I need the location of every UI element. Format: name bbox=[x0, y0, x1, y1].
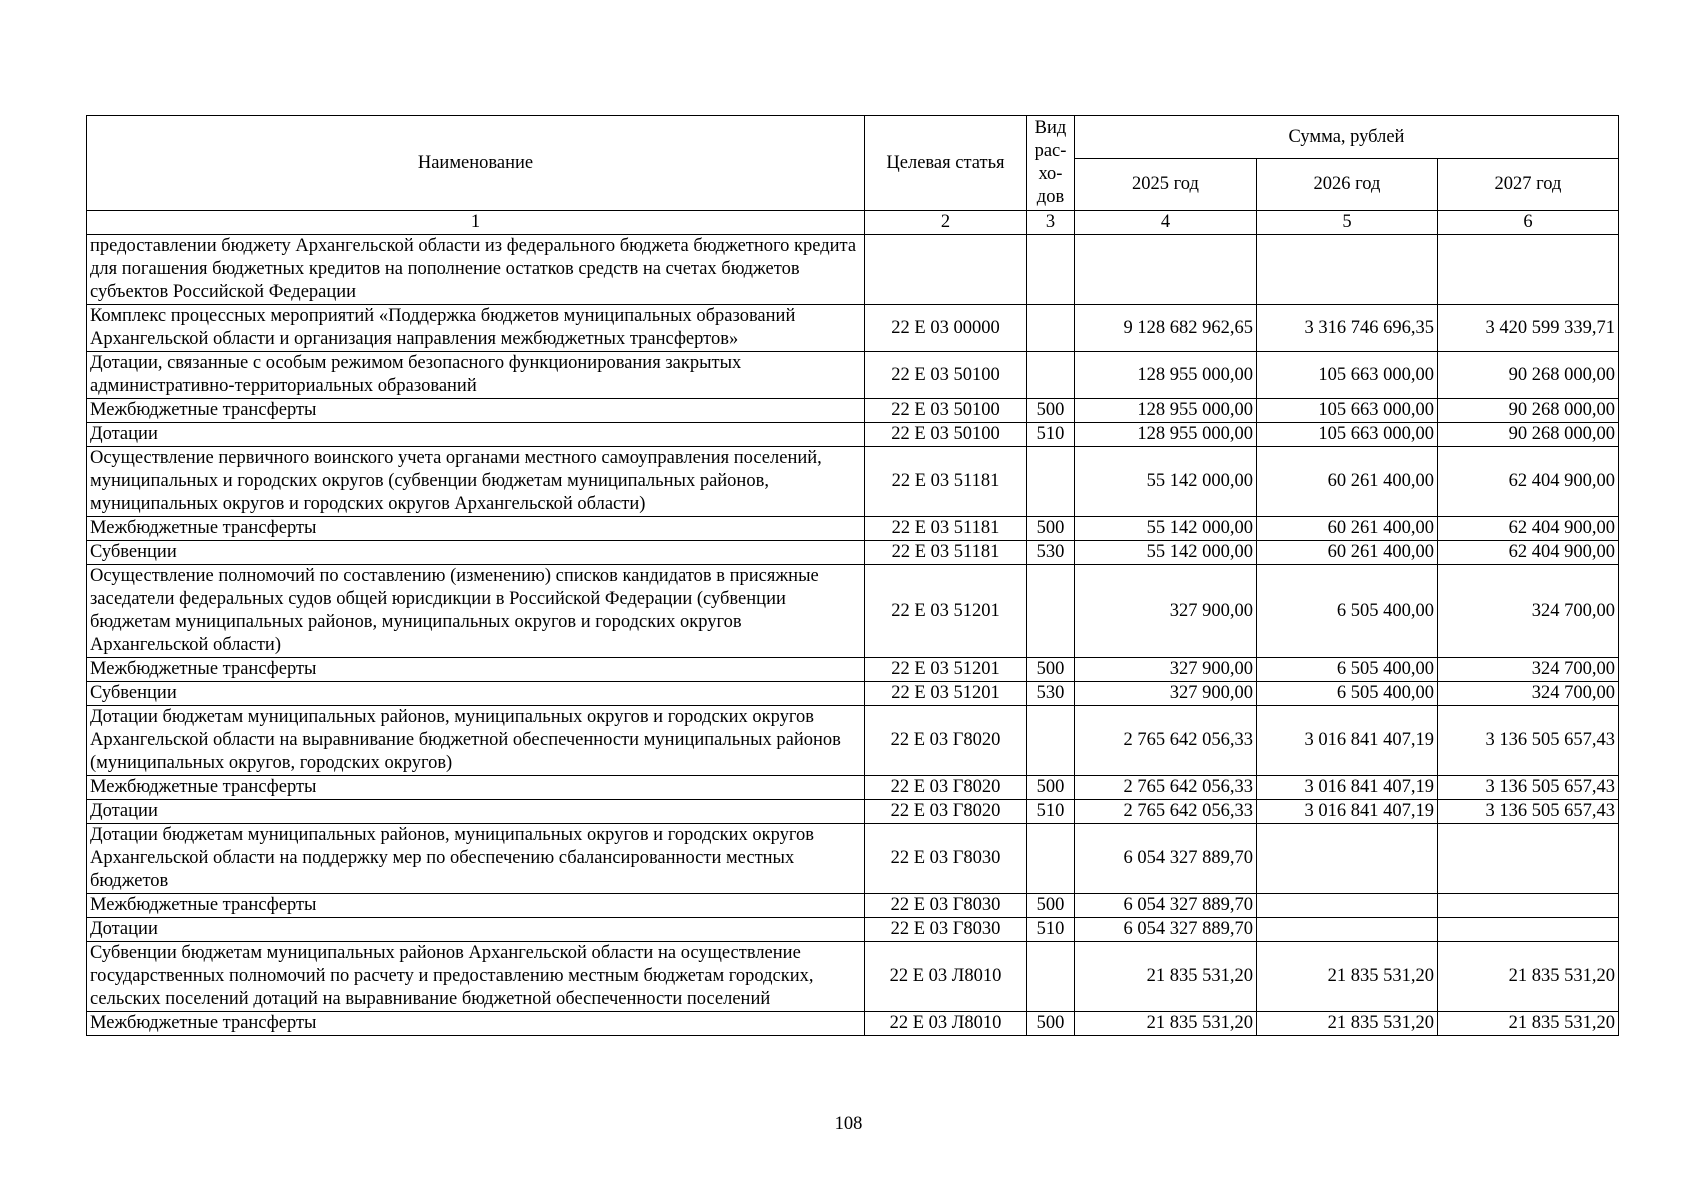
row-target-article: 22 Е 03 51181 bbox=[865, 517, 1027, 541]
row-target-article: 22 Е 03 Г8030 bbox=[865, 824, 1027, 894]
row-target-article: 22 Е 03 00000 bbox=[865, 305, 1027, 352]
row-amount-2026 bbox=[1257, 235, 1438, 305]
row-name: Субвенции bbox=[87, 682, 865, 706]
header-year-2027: 2027 год bbox=[1438, 159, 1619, 211]
row-name: Межбюджетные трансферты bbox=[87, 1012, 865, 1036]
row-name: Осуществление полномочий по составлению (изменению) списков кандидатов в присяжные заседатели федеральных судов общей юрисдикции в Российской Федерации (субвенции бюджетам муниципальных районов, муниципальных округов и городских округов Архангельской области) bbox=[87, 565, 865, 658]
row-amount-2025: 2 765 642 056,33 bbox=[1075, 800, 1257, 824]
table-row bbox=[87, 682, 1619, 706]
row-expense-type bbox=[1027, 447, 1075, 517]
row-amount-2027: 90 268 000,00 bbox=[1438, 399, 1619, 423]
row-amount-2027: 90 268 000,00 bbox=[1438, 352, 1619, 399]
row-amount-2026 bbox=[1257, 894, 1438, 918]
row-amount-2026: 6 505 400,00 bbox=[1257, 682, 1438, 706]
column-number: 3 bbox=[1027, 211, 1075, 235]
table-row bbox=[87, 706, 1619, 776]
header-expense-type-line: Вид bbox=[1034, 118, 1067, 138]
row-amount-2025 bbox=[1075, 235, 1257, 305]
row-amount-2027: 324 700,00 bbox=[1438, 658, 1619, 682]
row-amount-2026: 105 663 000,00 bbox=[1257, 399, 1438, 423]
row-target-article: 22 Е 03 Г8030 bbox=[865, 894, 1027, 918]
row-amount-2027: 3 420 599 339,71 bbox=[1438, 305, 1619, 352]
header-expense-type bbox=[1027, 116, 1075, 211]
row-amount-2026: 21 835 531,20 bbox=[1257, 942, 1438, 1012]
row-expense-type: 510 bbox=[1027, 423, 1075, 447]
row-expense-type: 500 bbox=[1027, 894, 1075, 918]
row-name: Дотации бюджетам муниципальных районов, муниципальных округов и городских округов Архангельской области на поддержку мер по обеспечению сбалансированности местных бюджетов bbox=[87, 824, 865, 894]
table-row bbox=[87, 423, 1619, 447]
header-year-2026: 2026 год bbox=[1257, 159, 1438, 211]
row-amount-2026 bbox=[1257, 918, 1438, 942]
row-name: Осуществление первичного воинского учета органами местного самоуправления поселений, муниципальных и городских округов (субвенции бюджетам муниципальных районов, муниципальных округов и городских округов Архангельской области) bbox=[87, 447, 865, 517]
row-amount-2027: 3 136 505 657,43 bbox=[1438, 776, 1619, 800]
row-name: Дотации bbox=[87, 918, 865, 942]
row-target-article: 22 Е 03 51201 bbox=[865, 658, 1027, 682]
row-target-article: 22 Е 03 51201 bbox=[865, 565, 1027, 658]
header-year-2025: 2025 год bbox=[1075, 159, 1257, 211]
row-expense-type: 510 bbox=[1027, 918, 1075, 942]
row-amount-2026: 60 261 400,00 bbox=[1257, 541, 1438, 565]
row-name: Дотации bbox=[87, 423, 865, 447]
row-amount-2027: 62 404 900,00 bbox=[1438, 541, 1619, 565]
row-amount-2025: 21 835 531,20 bbox=[1075, 942, 1257, 1012]
row-amount-2025: 2 765 642 056,33 bbox=[1075, 706, 1257, 776]
row-expense-type bbox=[1027, 305, 1075, 352]
table-row bbox=[87, 447, 1619, 517]
row-amount-2026: 105 663 000,00 bbox=[1257, 352, 1438, 399]
row-amount-2025: 327 900,00 bbox=[1075, 565, 1257, 658]
row-expense-type: 500 bbox=[1027, 399, 1075, 423]
page-number: 108 bbox=[834, 1114, 863, 1134]
table-row bbox=[87, 800, 1619, 824]
row-amount-2027: 62 404 900,00 bbox=[1438, 447, 1619, 517]
row-amount-2027 bbox=[1438, 235, 1619, 305]
row-name: Межбюджетные трансферты bbox=[87, 658, 865, 682]
header-expense-type-line: дов bbox=[1036, 187, 1065, 207]
row-name: Комплекс процессных мероприятий «Поддержка бюджетов муниципальных образований Архангельской области и организация направления межбюджетных трансфертов» bbox=[87, 305, 865, 352]
row-amount-2027: 324 700,00 bbox=[1438, 682, 1619, 706]
table-row bbox=[87, 942, 1619, 1012]
table-row bbox=[87, 565, 1619, 658]
row-expense-type bbox=[1027, 565, 1075, 658]
row-amount-2026: 3 316 746 696,35 bbox=[1257, 305, 1438, 352]
table-row bbox=[87, 517, 1619, 541]
header-expense-type-line: хо- bbox=[1038, 164, 1063, 184]
row-amount-2027: 21 835 531,20 bbox=[1438, 1012, 1619, 1036]
row-name: предоставлении бюджету Архангельской области из федерального бюджета бюджетного кредита для погашения бюджетных кредитов на пополнение остатков средств на счетах бюджетов субъектов Российской Федерации bbox=[87, 235, 865, 305]
table-row bbox=[87, 894, 1619, 918]
row-amount-2025: 6 054 327 889,70 bbox=[1075, 824, 1257, 894]
table-row bbox=[87, 918, 1619, 942]
row-expense-type: 500 bbox=[1027, 1012, 1075, 1036]
row-expense-type bbox=[1027, 706, 1075, 776]
row-amount-2027: 3 136 505 657,43 bbox=[1438, 706, 1619, 776]
row-target-article: 22 Е 03 Г8020 bbox=[865, 706, 1027, 776]
row-name: Межбюджетные трансферты bbox=[87, 894, 865, 918]
row-amount-2026: 21 835 531,20 bbox=[1257, 1012, 1438, 1036]
budget-table bbox=[86, 115, 1619, 1036]
row-expense-type bbox=[1027, 942, 1075, 1012]
row-amount-2027: 21 835 531,20 bbox=[1438, 942, 1619, 1012]
row-expense-type: 500 bbox=[1027, 776, 1075, 800]
table-row bbox=[87, 824, 1619, 894]
row-amount-2025: 2 765 642 056,33 bbox=[1075, 776, 1257, 800]
row-amount-2025: 6 054 327 889,70 bbox=[1075, 918, 1257, 942]
row-amount-2025: 6 054 327 889,70 bbox=[1075, 894, 1257, 918]
row-amount-2025: 128 955 000,00 bbox=[1075, 423, 1257, 447]
row-amount-2026: 60 261 400,00 bbox=[1257, 517, 1438, 541]
row-name: Межбюджетные трансферты bbox=[87, 399, 865, 423]
row-amount-2026: 105 663 000,00 bbox=[1257, 423, 1438, 447]
row-amount-2026: 3 016 841 407,19 bbox=[1257, 706, 1438, 776]
row-amount-2025: 128 955 000,00 bbox=[1075, 399, 1257, 423]
row-expense-type: 530 bbox=[1027, 541, 1075, 565]
row-name: Межбюджетные трансферты bbox=[87, 776, 865, 800]
table-row bbox=[87, 541, 1619, 565]
table-row bbox=[87, 352, 1619, 399]
row-name: Дотации bbox=[87, 800, 865, 824]
row-amount-2025: 55 142 000,00 bbox=[1075, 517, 1257, 541]
row-amount-2027: 324 700,00 bbox=[1438, 565, 1619, 658]
row-amount-2026: 3 016 841 407,19 bbox=[1257, 800, 1438, 824]
table-row bbox=[87, 235, 1619, 305]
row-amount-2027 bbox=[1438, 918, 1619, 942]
header-name: Наименование bbox=[87, 116, 865, 211]
row-amount-2025: 55 142 000,00 bbox=[1075, 541, 1257, 565]
table-row bbox=[87, 776, 1619, 800]
table-row bbox=[87, 399, 1619, 423]
header-expense-type-line: рас- bbox=[1034, 141, 1067, 161]
row-amount-2026: 6 505 400,00 bbox=[1257, 658, 1438, 682]
row-amount-2026: 60 261 400,00 bbox=[1257, 447, 1438, 517]
row-target-article bbox=[865, 235, 1027, 305]
row-expense-type: 500 bbox=[1027, 658, 1075, 682]
row-amount-2027 bbox=[1438, 894, 1619, 918]
row-amount-2027: 3 136 505 657,43 bbox=[1438, 800, 1619, 824]
row-name: Дотации, связанные с особым режимом безопасного функционирования закрытых административно-территориальных образований bbox=[87, 352, 865, 399]
row-expense-type: 510 bbox=[1027, 800, 1075, 824]
row-amount-2026 bbox=[1257, 824, 1438, 894]
row-expense-type bbox=[1027, 352, 1075, 399]
header-target-article: Целевая статья bbox=[865, 116, 1027, 211]
table-row bbox=[87, 305, 1619, 352]
row-amount-2026: 3 016 841 407,19 bbox=[1257, 776, 1438, 800]
row-amount-2027: 62 404 900,00 bbox=[1438, 517, 1619, 541]
row-target-article: 22 Е 03 Л8010 bbox=[865, 1012, 1027, 1036]
row-expense-type bbox=[1027, 235, 1075, 305]
row-amount-2025: 55 142 000,00 bbox=[1075, 447, 1257, 517]
row-target-article: 22 Е 03 Г8020 bbox=[865, 776, 1027, 800]
row-amount-2027: 90 268 000,00 bbox=[1438, 423, 1619, 447]
column-number: 2 bbox=[865, 211, 1027, 235]
table-row bbox=[87, 658, 1619, 682]
header-sum: Сумма, рублей bbox=[1075, 116, 1619, 159]
row-expense-type: 500 bbox=[1027, 517, 1075, 541]
row-amount-2026: 6 505 400,00 bbox=[1257, 565, 1438, 658]
column-number: 5 bbox=[1257, 211, 1438, 235]
row-amount-2025: 21 835 531,20 bbox=[1075, 1012, 1257, 1036]
column-number: 6 bbox=[1438, 211, 1619, 235]
row-expense-type: 530 bbox=[1027, 682, 1075, 706]
row-amount-2025: 128 955 000,00 bbox=[1075, 352, 1257, 399]
row-target-article: 22 Е 03 50100 bbox=[865, 423, 1027, 447]
row-target-article: 22 Е 03 Г8020 bbox=[865, 800, 1027, 824]
row-amount-2025: 327 900,00 bbox=[1075, 682, 1257, 706]
row-name: Межбюджетные трансферты bbox=[87, 517, 865, 541]
column-number: 4 bbox=[1075, 211, 1257, 235]
row-name: Дотации бюджетам муниципальных районов, муниципальных округов и городских округов Архангельской области на выравнивание бюджетной обеспеченности муниципальных районов (муниципальных округов, городских округов) bbox=[87, 706, 865, 776]
row-name: Субвенции bbox=[87, 541, 865, 565]
row-target-article: 22 Е 03 Г8030 bbox=[865, 918, 1027, 942]
row-target-article: 22 Е 03 50100 bbox=[865, 352, 1027, 399]
row-target-article: 22 Е 03 51181 bbox=[865, 447, 1027, 517]
row-target-article: 22 Е 03 50100 bbox=[865, 399, 1027, 423]
row-amount-2027 bbox=[1438, 824, 1619, 894]
row-amount-2025: 9 128 682 962,65 bbox=[1075, 305, 1257, 352]
row-target-article: 22 Е 03 51201 bbox=[865, 682, 1027, 706]
row-amount-2025: 327 900,00 bbox=[1075, 658, 1257, 682]
column-number: 1 bbox=[87, 211, 865, 235]
row-target-article: 22 Е 03 51181 bbox=[865, 541, 1027, 565]
row-target-article: 22 Е 03 Л8010 bbox=[865, 942, 1027, 1012]
table-row bbox=[87, 1012, 1619, 1036]
row-expense-type bbox=[1027, 824, 1075, 894]
row-name: Субвенции бюджетам муниципальных районов Архангельской области на осуществление государственных полномочий по расчету и предоставлению местным бюджетам городских, сельских поселений дотаций на выравнивание бюджетной обеспеченности поселений bbox=[87, 942, 865, 1012]
